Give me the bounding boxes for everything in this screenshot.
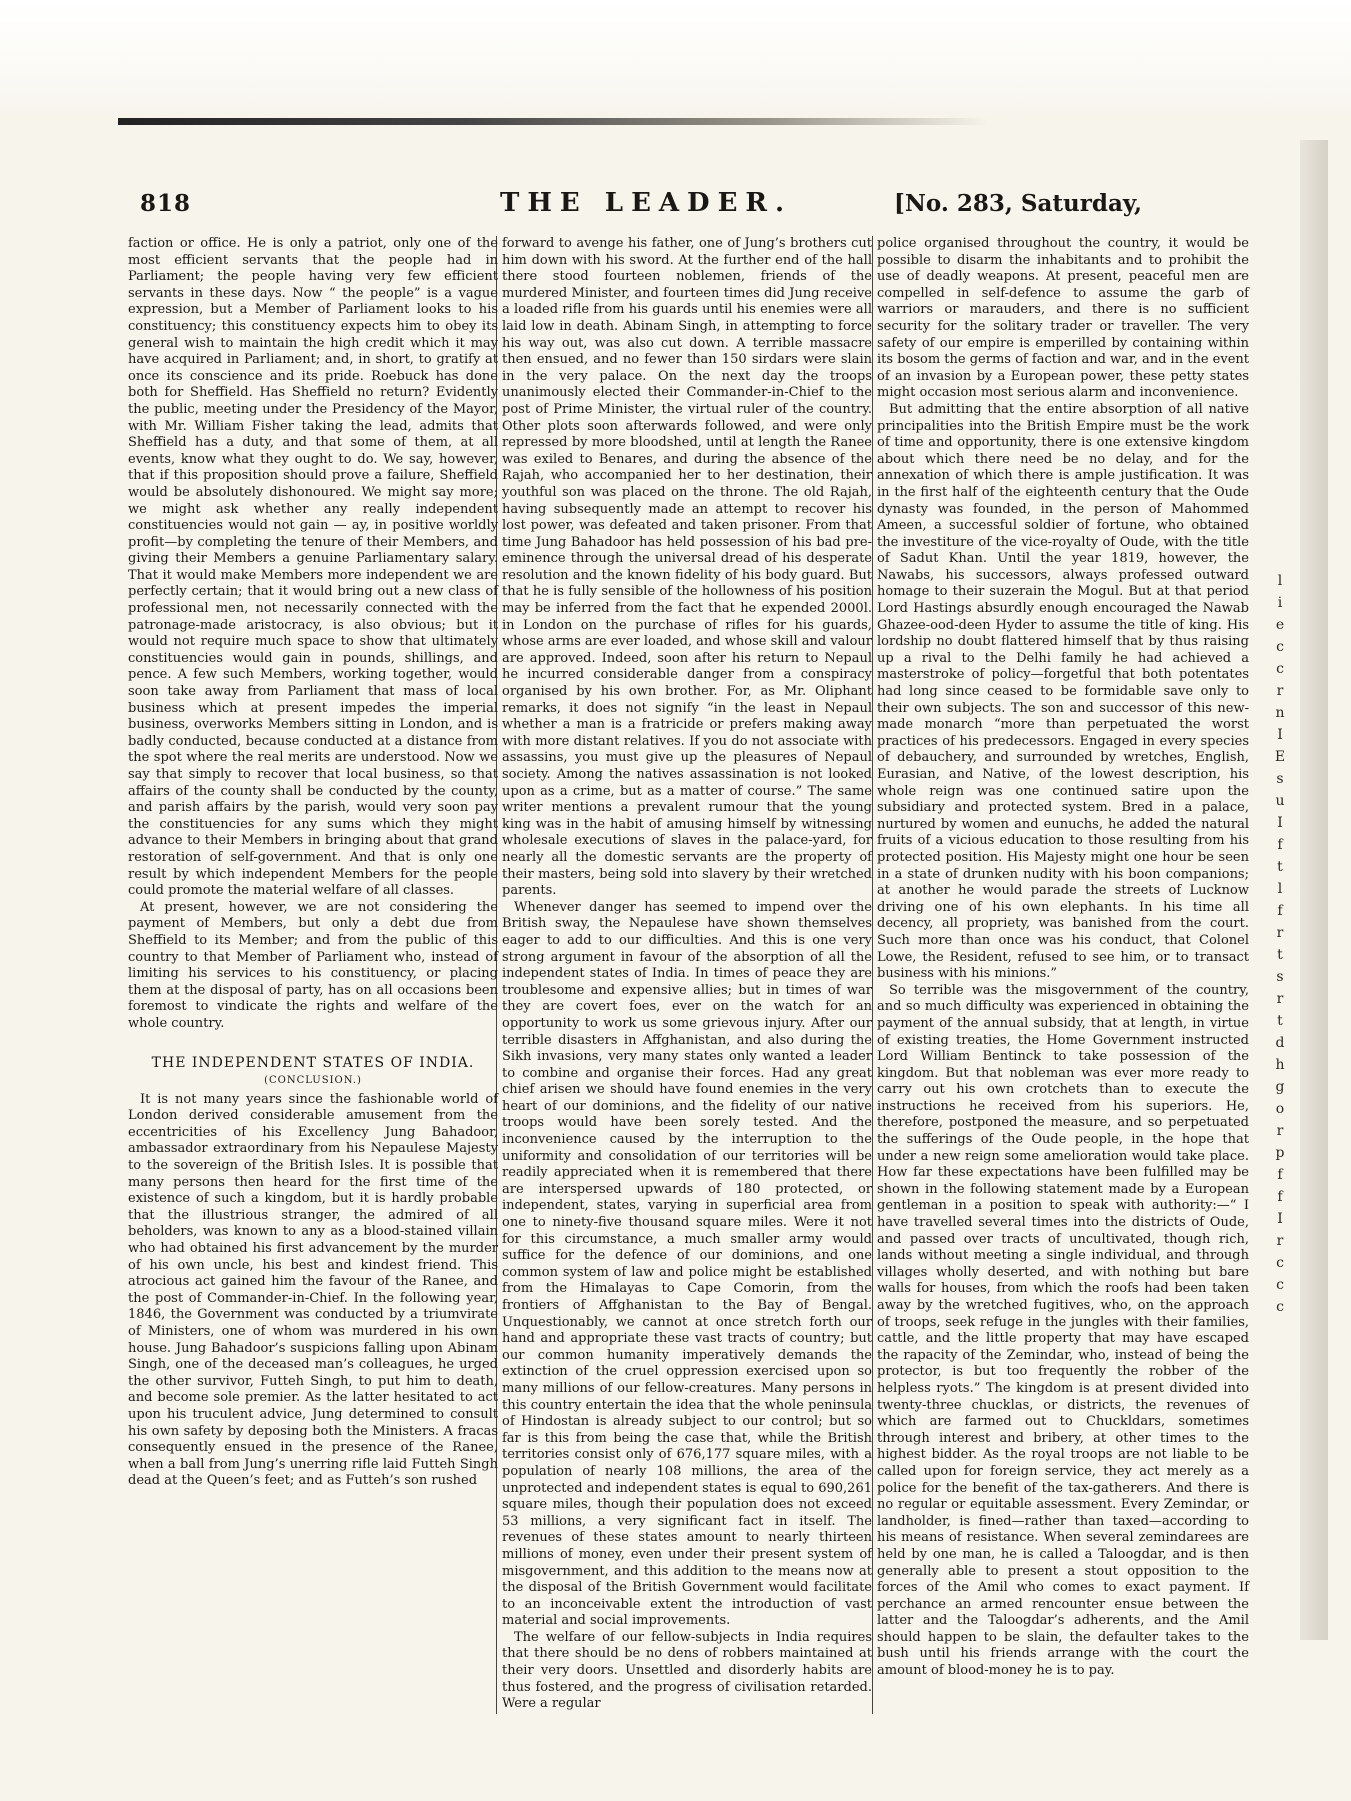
fragment-letter: I bbox=[1277, 815, 1283, 831]
paragraph: The welfare of our fellow-subjects in India requires that there should be no dens of robbers maintained at their very doors. Unsettled and disorderly habits are thus fostered, and the progress of civilisation retarded. Were a regular bbox=[502, 1629, 872, 1712]
paragraph: faction or office. He is only a patriot, only one of the most efficient servants that the people had in Parliament; the people having very few efficient servants in these days. Now “ the people” is a vague expression, but a Member of Parliament looks to his constituency; this constituency expects him to obey its general wish to maintain the high credit which it may have acquired in Parliament; and, in short, to gratify at once its conscience and its pride. Roebuck has done both for Sheffield. Has Sheffield no return? Evidently the public, meeting under the Presidency of the Mayor, with Mr. William Fisher taking the lead, admits that Sheffield has a duty, and that some of them, at all events, know what they ought to do. We say, however, that if this proposition should prove a failure, Sheffield would be absolutely dishonoured. We might say more; we might ask whether any really independent constituencies would not gain — ay, in positive worldly profit—by completing the tenure of their Members, and giving their Members a genuine Parliamentary salary. That it would make Members more independent we are perfectly certain; that it would bring out a new class of professional men, not necessarily connected with the patronage-made aristocracy, is also obvious; but it would not require much space to show that ultimately constituencies would gain in pounds, shillings, and pence. A few such Members, working together, would soon take away from Parliament that mass of local business which at present impedes the imperial business, overworks Members sitting in London, and is badly conducted, because conducted at a distance from the spot where the real merits are understood. Now we say that simply to recover that local business, so that affairs of the county shall be conducted by the county, and parish affairs by the parish, would very soon pay the constituencies for any sums which they might advance to their Members in bringing about that grand restoration of self-government. And that is only one result by which independent Members for the people could promote the material welfare of all classes. bbox=[128, 236, 498, 899]
scan-top-margin bbox=[0, 0, 1351, 118]
paragraph: forward to avenge his father, one of Jung’s brothers cut him down with his sword. At the further end of the hall there stood fourteen noblemen, friends of the murdered Minister, and fourteen times did Jung receive a loaded rifle from his guards until his enemies were all laid low in death. Abinam Singh, in attempting to force his way out, was also cut down. A terrible massacre then ensued, and no fewer than 150 sirdars were slain in the very palace. On the next day the troops unanimously elected their Commander-in-Chief to the post of Prime Minister, the virtual ruler of the country. Other plots soon afterwards followed, and were only repressed by more bloodshed, until at length the Ranee was exiled to Benares, and during the absence of the Rajah, who accompanied her to her destination, their youthful son was placed on the throne. The old Rajah, having subsequently made an attempt to recover his lost power, was defeated and taken prisoner. From that time Jung Bahadoor has held possession of his bad pre-eminence through the universal dread of his desperate resolution and the known fidelity of his body guard. But that he is fully sensible of the hollowness of his position may be inferred from the fact that he expended 2000l. in London on the purchase of rifles for his guards, whose arms are ever loaded, and whose skill and valour are approved. Indeed, soon after his return to Nepaul he incurred considerable danger from a conspiracy organised by his own brother. For, as Mr. Oliphant remarks, it does not signify “in the least in Nepaul whether a man is a fratricide or prefers making away with more distant relatives. If you do not associate with assassins, you must give up the pleasures of Nepaul society. Among the natives assassination is not looked upon as a crime, but as a matter of course.” The same writer mentions a prevalent rumour that the young king was in the habit of amusing himself by witnessing wholesale executions of slaves in the palace-yard, for nearly all the domestic servants are the property of their masters, being sold into slavery by their wretched parents. bbox=[502, 236, 872, 899]
paragraph: It is not many years since the fashionable world of London derived considerable amusement from the eccentricities of his Excellency Jung Bahadoor, ambassador extraordinary from his Nepaulese Majesty to the sovereign of the British Isles. It is possible that many persons then heard for the first time of the existence of such a kingdom, but it is hardly probable that the illustrious stranger, the admired of all beholders, was known to any as a blood-stained villain who had obtained his first advancement by the murder of his own uncle, his best and kindest friend. This atrocious act gained him the favour of the Ranee, and the post of Commander-in-Chief. In the following year, 1846, the Government was conducted by a triumvirate of Ministers, one of whom was murdered in his own house. Jung Bahadoor’s suspicions falling upon Abinam Singh, one of the deceased man’s colleagues, he urged the other survivor, Futteh Singh, to put him to death, and become sole premier. As the latter hesitated to act upon his truculent advice, Jung determined to consult his own safety by deposing both the Ministers. A fracas consequently ensued in the presence of the Ranee, when a ball from Jung’s unerring rifle laid Futteh Singh dead at the Queen’s feet; and as Futteh’s son rushed bbox=[128, 1091, 498, 1489]
binding-edge bbox=[1300, 140, 1328, 1640]
column-2 bbox=[502, 236, 872, 1713]
article-title: THE INDEPENDENT STATES OF INDIA. bbox=[151, 1054, 475, 1071]
fragment-letter: d bbox=[1275, 1035, 1285, 1051]
fragment-letter: r bbox=[1276, 1233, 1284, 1249]
fragment-letter: l bbox=[1277, 573, 1283, 589]
paragraph: But admitting that the entire absorption of all native principalities into the British Empire must be the work of time and opportunity, there is one extensive kingdom about which there need be no delay, and for the annexation of which there is ample justification. It was in the first half of the eighteenth century that the Oude dynasty was founded, in the person of Mahommed Ameen, a successful soldier of fortune, who obtained the investiture of the vice-royalty of Oude, with the title of Sadut Khan. Until the year 1819, however, the Nawabs, his successors, always professed outward homage to their suzerain the Mogul. But at that period Lord Hastings absurdly enough encouraged the Nawab Ghazee-ood-deen Hyder to assume the title of king. His lordship no doubt flattered himself that by thus raising up a rival to the Delhi family he had achieved a masterstroke of policy—forgetful that both potentates had long since ceased to be formidable save only to their own subjects. The son and successor of this new-made monarch “more than perpetuated the worst practices of his predecessors. Engaged in every species of debauchery, and surrounded by wretches, English, Eurasian, and Native, of the lowest description, his whole reign was one continued satire upon the subsidiary and protected system. Bred in a palace, nurtured by women and eunuchs, he added the natural fruits of a vicious education to those resulting from his protected position. His Majesty might one hour be seen in a state of drunken nudity with his boon companions; at another he would parade the streets of Lucknow driving one of his own elephants. In his time all decency, all propriety, was banished from the court. Such more than once was his conduct, that Colonel Lowe, the Resident, refused to see him, or to transact business with his minions.” bbox=[877, 401, 1249, 982]
fragment-letter: E bbox=[1274, 749, 1286, 765]
fragment-letter: f bbox=[1277, 903, 1283, 919]
fragment-letter: o bbox=[1275, 1101, 1285, 1117]
fragment-letter: f bbox=[1277, 837, 1283, 853]
page-number: 818 bbox=[140, 190, 192, 217]
fragment-letter: s bbox=[1276, 969, 1284, 985]
fragment-letter: t bbox=[1277, 1013, 1283, 1029]
fragment-letter: p bbox=[1275, 1145, 1285, 1161]
fragment-letter: f bbox=[1277, 1167, 1283, 1183]
fragment-letter: h bbox=[1275, 1057, 1285, 1073]
fragment-letter: c bbox=[1276, 1277, 1284, 1293]
fragment-letter: e bbox=[1275, 617, 1285, 633]
issue-info: [No. 283, Saturday, bbox=[894, 190, 1143, 217]
scan-rule bbox=[118, 118, 988, 125]
fragment-letter: c bbox=[1276, 661, 1284, 677]
fragment-letter: I bbox=[1277, 727, 1283, 743]
fragment-letter: I bbox=[1277, 1211, 1283, 1227]
fragment-letter: r bbox=[1276, 991, 1284, 1007]
adjacent-page-fragment bbox=[1268, 570, 1292, 1318]
fragment-letter: n bbox=[1275, 705, 1285, 721]
column-rule bbox=[872, 236, 873, 1714]
fragment-letter: r bbox=[1276, 925, 1284, 941]
fragment-letter: c bbox=[1276, 1299, 1284, 1315]
fragment-letter: f bbox=[1277, 1189, 1283, 1205]
fragment-letter: t bbox=[1277, 947, 1283, 963]
fragment-letter: u bbox=[1275, 793, 1285, 809]
fragment-letter: s bbox=[1276, 771, 1284, 787]
paragraph: At present, however, we are not considering the payment of Members, but only a debt due from Sheffield to its Member; and from the public of this country to that Member of Parliament who, instead of limiting his services to his constituency, or placing them at the disposal of party, has on all occasions been foremost to vindicate the rights and welfare of the whole country. bbox=[128, 899, 498, 1031]
article-subtitle: (CONCLUSION.) bbox=[264, 1075, 362, 1087]
paragraph: Whenever danger has seemed to impend over the British sway, the Nepaulese have shown themselves eager to add to our difficulties. And this is one very strong argument in favour of the absorption of all the independent states of India. In times of peace they are troublesome and expensive allies; but in times of war they are covert foes, ever on the watch for an opportunity to work us some grievous injury. After our terrible disasters in Affghanistan, and also during the Sikh invasions, very many states only wanted a leader to combine and organise their forces. Had any great chief arisen we should have found enemies in the very heart of our dominions, and the fidelity of our native troops would have been sorely tested. And the inconvenience caused by the interruption to the uniformity and consolidation of our territories will be readily appreciated when it is remembered that there are interspersed upwards of 180 protected, or independent, states, varying in superficial area from one to ninety-five thousand square miles. Were it not for this circumstance, a much smaller army would suffice for the defence of our dominions, and one common system of law and police might be established from the Himalayas to Cape Comorin, from the frontiers of Affghanistan to the Bay of Bengal. Unquestionably, we cannot at once stretch forth our hand and appropriate these vast tracts of country; but our common humanity imperatively demands the extinction of the cruel oppression exercised upon so many millions of our fellow-creatures. Many persons in this country entertain the idea that the whole peninsula of Hindostan is already subject to our control; but so far is this from being the case that, while the British territories consist only of 676,177 square miles, with a population of nearly 108 millions, the area of the unprotected and independent states is equal to 690,261 square miles, though their population does not exceed 53 millions, a very significant fact in itself. The revenues of these states amount to nearly thirteen millions of money, even under their present system of misgovernment, and this addition to the means now at the disposal of the British Government would facilitate to an inconceivable extent the introduction of vast material and social improvements. bbox=[502, 899, 872, 1629]
fragment-letter: r bbox=[1276, 1123, 1284, 1139]
column-1 bbox=[128, 236, 498, 1490]
fragment-letter: c bbox=[1276, 639, 1284, 655]
fragment-letter: l bbox=[1277, 881, 1283, 897]
fragment-letter: g bbox=[1275, 1079, 1285, 1095]
fragment-letter: r bbox=[1276, 683, 1284, 699]
column-3 bbox=[877, 236, 1249, 1680]
paragraph: So terrible was the misgovernment of the country, and so much difficulty was experienced in obtaining the payment of the annual subsidy, that at length, in virtue of existing treaties, the Home Government instructed Lord William Bentinck to take possession of the kingdom. But that nobleman was ever more ready to carry out his own crotchets than to execute the instructions he received from his superiors. He, therefore, postponed the measure, and so perpetuated the sufferings of the Oude people, in the hope that under a new reign some amelioration would take place. How far these expectations have been fulfilled may be shown in the following statement made by a European gentleman in a position to speak with authority:—“ I have travelled several times into the districts of Oude, and passed over tracts of uncultivated, though rich, lands without meeting a single individual, and through villages wholly deserted, and with nothing but bare walls for houses, from which the roofs had been taken away by the wretched fugitives, who, on the approach of troops, seek refuge in the jungles with their families, cattle, and the little property that may have escaped the rapacity of the Zemindar, who, instead of being the protector, is but too frequently the robber of the helpless ryots.” The kingdom is at present divided into twenty-three chucklas, or districts, the revenues of which are farmed out to Chuckldars, sometimes through interest and bribery, at other times to the highest bidder. As the royal troops are not liable to be called upon for foreign service, they act merely as a police for the benefit of the tax-gatherers. And there is no regular or equitable assessment. Every Zemindar, or landholder, is fined—rather than taxed—according to his means of resistance. When several zemindarees are held by one man, he is called a Taloogdar, and is then generally able to present a stout opposition to the forces of the Amil who comes to exact payment. If perchance an armed rencounter ensue between the latter and the Taloogdar’s adherents, and the Amil should happen to be slain, the defaulter takes to the bush until his friends arrange with the court the amount of blood-money he is to pay. bbox=[877, 982, 1249, 1679]
fragment-letter: i bbox=[1277, 595, 1283, 611]
fragment-letter: t bbox=[1277, 859, 1283, 875]
masthead: THE LEADER. bbox=[500, 188, 793, 218]
page-header bbox=[128, 188, 1143, 228]
paragraph: police organised throughout the country, it would be possible to disarm the inhabitants and to prohibit the use of deadly weapons. At present, peaceful men are compelled in self-defence to assume the garb of warriors or marauders, and there is no sufficient security for the solitary trader or traveller. The very safety of our empire is emperilled by containing within its bosom the germs of faction and war, and in the event of an invasion by a European power, these petty states might occasion most serious alarm and inconvenience. bbox=[877, 236, 1249, 401]
fragment-letter: c bbox=[1276, 1255, 1284, 1271]
